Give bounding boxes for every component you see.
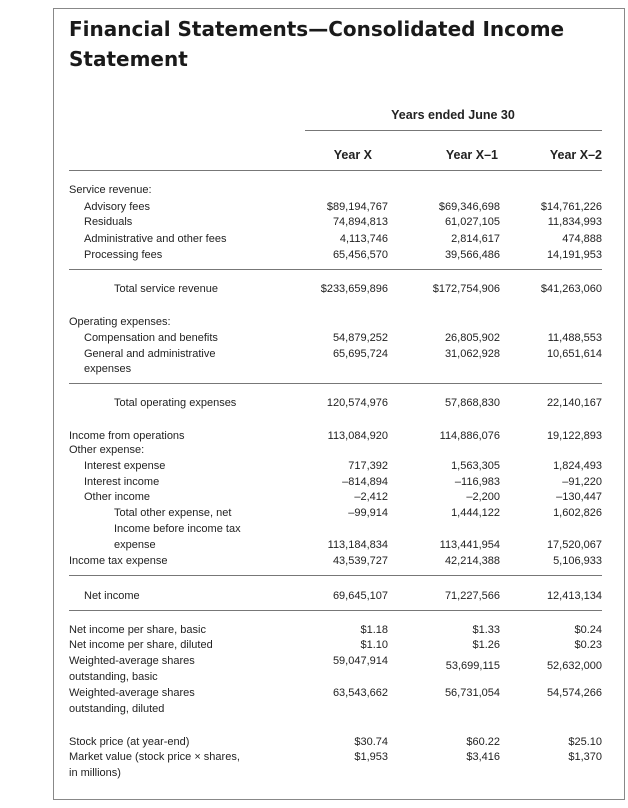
row-residuals: Residuals 74,894,813 61,027,105 11,834,993	[84, 216, 602, 228]
row-interest-income: Interest income –814,894 –116,983 –91,220	[84, 476, 602, 488]
row-compensation-benefits: Compensation and benefits 54,879,252 26,805,902 11,488,553	[84, 332, 602, 344]
row-advisory-fees: Advisory fees $89,194,767 $69,346,698 $14,761,226	[84, 201, 602, 213]
title-line-1: Financial Statements—Consolidated Income	[69, 17, 565, 41]
row-administrative-other-fees: Administrative and other fees 4,113,746 2,814,617 474,888	[84, 233, 602, 245]
row-general-administrative: General and administrative 65,695,724 31,062,928 10,651,614	[84, 348, 602, 360]
row-stock-price: Stock price (at year-end) $30.74 $60.22 $25.10	[69, 736, 602, 748]
column-header-year-x: Year X	[333, 148, 372, 162]
section-service-revenue: Service revenue:	[69, 184, 152, 196]
section-operating-expenses: Operating expenses:	[69, 316, 171, 328]
column-header-year-x-1: Year X–1	[445, 148, 498, 162]
row-shares-diluted: Weighted-average shares 63,543,662 56,731,054 54,574,266	[69, 687, 602, 699]
row-total-operating-expenses: Total operating expenses 120,574,976 57,868,830 22,140,167	[114, 397, 602, 409]
rule-net-income	[69, 610, 602, 611]
row-income-tax-expense: Income tax expense 43,539,727 42,214,388 5,106,933	[69, 555, 602, 567]
row-income-before-tax: expense 113,184,834 113,441,954 17,520,067	[114, 539, 602, 551]
rule-service-revenue	[69, 269, 602, 270]
row-shares-basic-cont: outstanding, basic	[69, 671, 158, 683]
row-market-value-cont: in millions)	[69, 767, 121, 779]
row-market-value: Market value (stock price × shares, $1,953 $3,416 $1,370	[69, 751, 602, 763]
years-header: Years ended June 30	[391, 108, 515, 122]
column-header-year-x-2: Year X–2	[549, 148, 602, 162]
header-rule	[305, 130, 602, 131]
column-header-rule	[69, 170, 602, 171]
row-eps-diluted: Net income per share, diluted $1.10 $1.26 $0.23	[69, 639, 602, 651]
row-shares-basic-other-years: 53,699,115 52,632,000	[445, 660, 602, 672]
row-eps-basic: Net income per share, basic $1.18 $1.33 $0.24	[69, 624, 602, 636]
statement-title	[69, 14, 589, 74]
row-total-other-expense: Total other expense, net –99,914 1,444,122 1,602,826	[114, 507, 602, 519]
row-general-administrative-cont: expenses	[84, 363, 132, 375]
row-net-income: Net income 69,645,107 71,227,566 12,413,134	[84, 590, 602, 602]
row-processing-fees: Processing fees 65,456,570 39,566,486 14,191,953	[84, 249, 602, 261]
row-total-service-revenue: Total service revenue $233,659,896 $172,754,906 $41,263,060	[114, 283, 602, 295]
rule-operating-expenses	[69, 383, 602, 384]
title-line-2: Statement	[69, 47, 188, 71]
row-income-before-tax-label: Income before income tax	[114, 523, 241, 535]
row-interest-expense: Interest expense 717,392 1,563,305 1,824,493	[84, 460, 602, 472]
section-other-expense: Other expense:	[69, 444, 145, 456]
rule-income-tax	[69, 575, 602, 576]
row-income-from-operations: Income from operations 113,084,920 114,886,076 19,122,893	[69, 430, 602, 442]
row-shares-diluted-cont: outstanding, diluted	[69, 703, 165, 715]
row-shares-basic: Weighted-average shares 59,047,914	[69, 655, 388, 667]
row-other-income: Other income –2,412 –2,200 –130,447	[84, 491, 602, 503]
